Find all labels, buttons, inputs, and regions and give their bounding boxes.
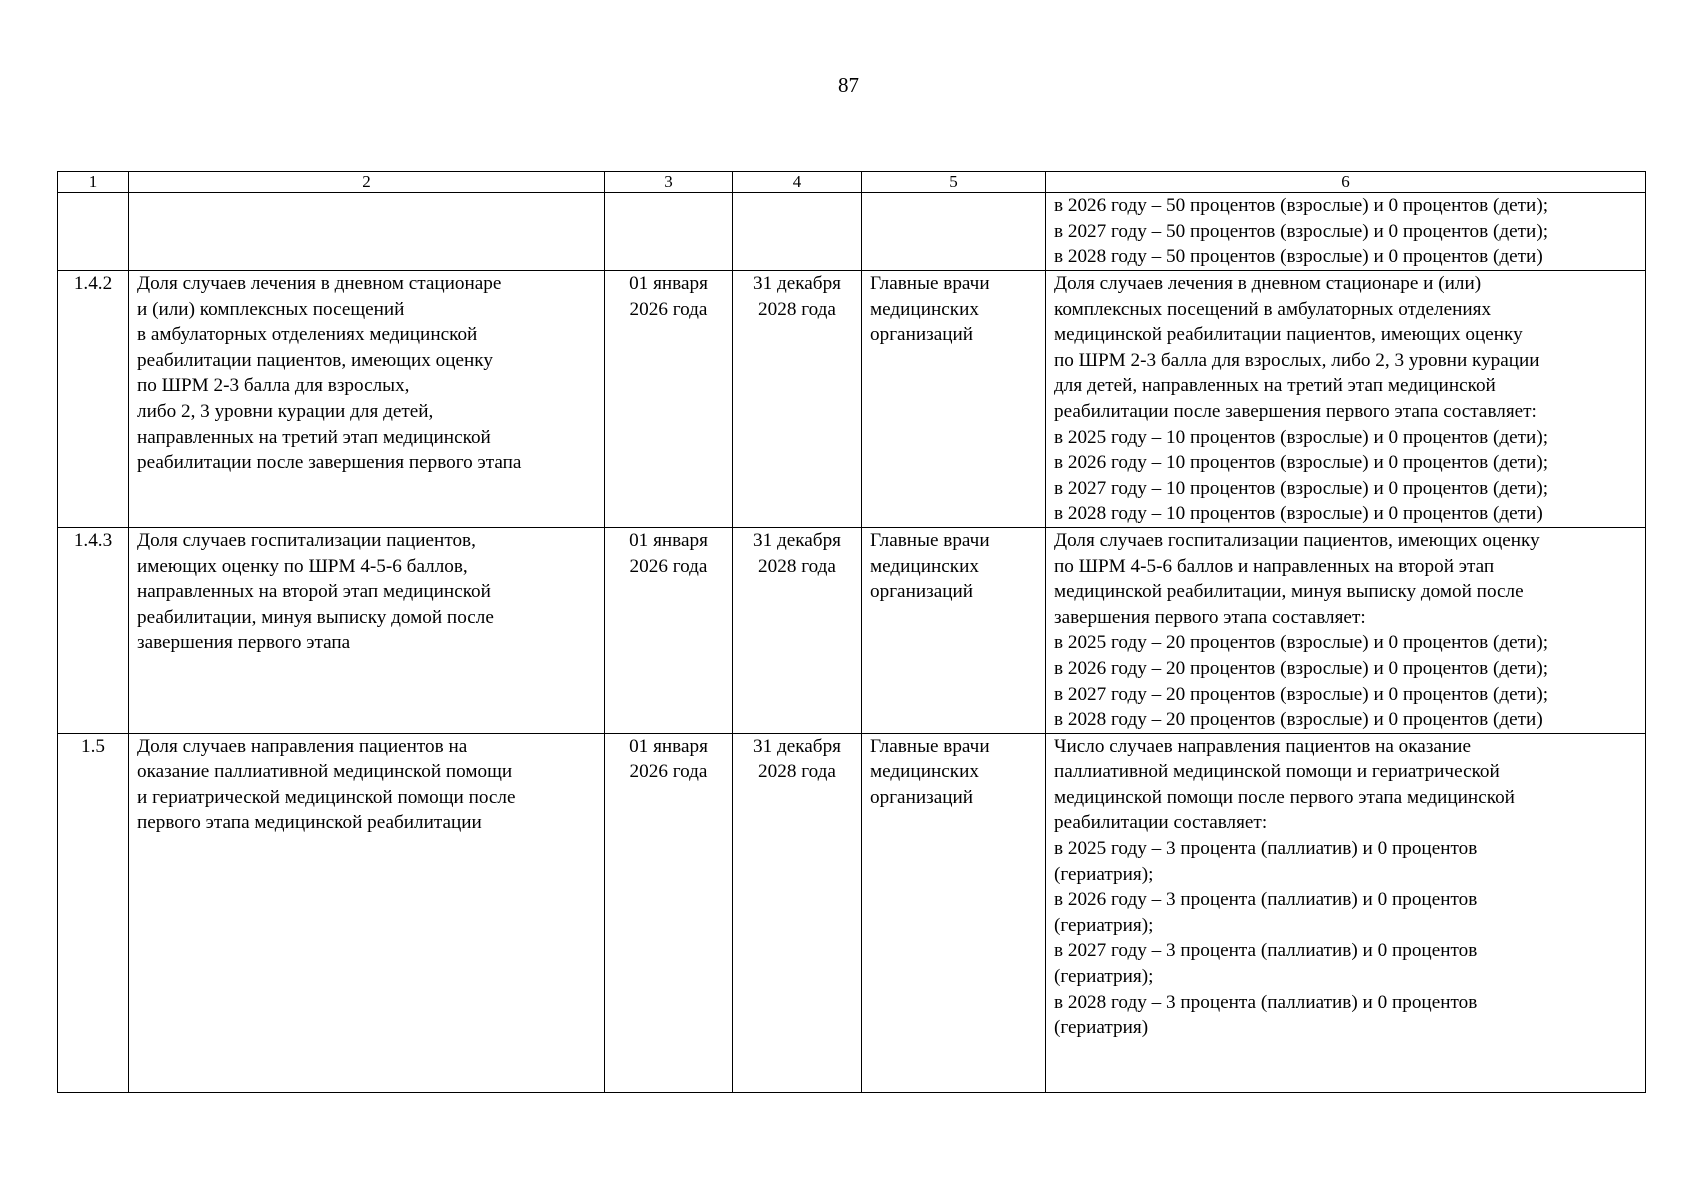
start-date-line: 01 января xyxy=(629,735,708,757)
column-header: 2 xyxy=(129,172,605,193)
end-date-line: 31 декабря xyxy=(753,735,841,757)
result-line: по ШРМ 2-3 балла для взрослых, либо 2, 3 уровни курации xyxy=(1054,349,1540,371)
description-line: имеющих оценку по ШРМ 4-5-6 баллов, xyxy=(137,555,468,577)
result-line: в 2028 году – 50 процентов (взрослые) и 0 процентов (дети) xyxy=(1054,246,1543,268)
description-line: направленных на второй этап медицинской xyxy=(137,581,491,603)
result-line: в 2026 году – 20 процентов (взрослые) и 0 процентов (дети); xyxy=(1054,657,1549,679)
start-date-line: 01 января xyxy=(629,273,708,294)
end-date-line: 2028 года xyxy=(758,761,836,783)
result-line: в 2026 году – 10 процентов (взрослые) и 0 процентов (дети); xyxy=(1054,452,1549,474)
responsible-line: медицинских xyxy=(870,761,979,783)
result-line: реабилитации составляет: xyxy=(1054,812,1268,834)
description-line: реабилитации после завершения первого этапа xyxy=(137,452,522,474)
result-line: в 2028 году – 10 процентов (взрослые) и 0 процентов (дети) xyxy=(1054,503,1543,525)
row-number: 1.4.3 xyxy=(58,527,129,733)
result-line: медицинской реабилитации пациентов, имеющих оценку xyxy=(1054,324,1523,346)
result-line: (гериатрия); xyxy=(1054,914,1154,936)
description-line: либо 2, 3 уровни курации для детей, xyxy=(137,400,434,422)
result-line: комплексных посещений в амбулаторных отделениях xyxy=(1054,298,1492,320)
description-line: реабилитации, минуя выписку домой после xyxy=(137,606,494,628)
result-line: в 2025 году – 20 процентов (взрослые) и 0 процентов (дети); xyxy=(1054,632,1549,654)
result-line: Число случаев направления пациентов на оказание xyxy=(1054,735,1471,757)
result-line: в 2026 году – 50 процентов (взрослые) и 0 процентов (дети); xyxy=(1054,195,1549,216)
end-date-line: 2028 года xyxy=(758,555,836,577)
responsible-line: организаций xyxy=(870,581,974,603)
end-date-cell xyxy=(733,733,862,1092)
table-row xyxy=(58,733,1646,1092)
result-line: в 2028 году – 3 процента (паллиатив) и 0 процентов xyxy=(1054,991,1478,1013)
result-line: в 2026 году – 3 процента (паллиатив) и 0 процентов xyxy=(1054,889,1478,911)
result-line: Доля случаев лечения в дневном стационаре и (или) xyxy=(1054,273,1482,294)
responsible-line: организаций xyxy=(870,324,974,346)
end-date-cell xyxy=(733,271,862,528)
table-cell-empty xyxy=(58,193,129,271)
end-date-line: 2028 года xyxy=(758,298,836,320)
description-line: и гериатрической медицинской помощи после xyxy=(137,786,516,808)
start-date-line: 2026 года xyxy=(629,298,708,320)
row-number: 1.5 xyxy=(58,733,129,1092)
result-line: (гериатрия); xyxy=(1054,863,1154,885)
table-header-row xyxy=(58,172,1646,193)
responsible-line: Главные врачи xyxy=(870,529,990,551)
responsible-line: Главные врачи xyxy=(870,735,990,757)
result-line: в 2028 году – 20 процентов (взрослые) и 0 процентов (дети) xyxy=(1054,709,1543,731)
result-line: в 2025 году – 3 процента (паллиатив) и 0 процентов xyxy=(1054,838,1478,860)
column-header: 5 xyxy=(862,172,1046,193)
result-cell xyxy=(1046,193,1646,271)
page-number: 87 xyxy=(838,73,859,97)
description-line: реабилитации пациентов, имеющих оценку xyxy=(137,349,493,371)
result-line: (гериатрия); xyxy=(1054,966,1154,988)
description-cell xyxy=(129,271,605,528)
responsible-cell xyxy=(862,527,1046,733)
result-line: для детей, направленных на третий этап медицинской xyxy=(1054,375,1496,397)
description-line: направленных на третий этап медицинской xyxy=(137,426,491,448)
result-line: медицинской помощи после первого этапа медицинской xyxy=(1054,786,1515,808)
start-date-cell xyxy=(605,271,733,528)
description-line: и (или) комплексных посещений xyxy=(137,298,405,320)
column-header: 6 xyxy=(1046,172,1646,193)
description-line: Доля случаев направления пациентов на xyxy=(137,735,468,757)
description-line: Доля случаев лечения в дневном стационаре xyxy=(137,273,502,294)
result-line: в 2027 году – 50 процентов (взрослые) и 0 процентов (дети); xyxy=(1054,220,1549,242)
result-cell xyxy=(1046,733,1646,1092)
table-cell-empty xyxy=(129,193,605,271)
result-line: завершения первого этапа составляет: xyxy=(1054,606,1366,628)
table-row-continuation xyxy=(58,193,1646,271)
responsible-cell xyxy=(862,733,1046,1092)
start-date-line: 01 января xyxy=(629,529,708,551)
table-cell-empty xyxy=(862,193,1046,271)
end-date-line: 31 декабря xyxy=(753,273,841,294)
row-number: 1.4.2 xyxy=(58,271,129,528)
table-cell-empty xyxy=(605,193,733,271)
table-row xyxy=(58,271,1646,528)
description-line: по ШРМ 2-3 балла для взрослых, xyxy=(137,375,410,397)
description-line: завершения первого этапа xyxy=(137,632,351,654)
result-line: в 2027 году – 3 процента (паллиатив) и 0 процентов xyxy=(1054,940,1478,962)
responsible-cell xyxy=(862,271,1046,528)
responsible-line: медицинских xyxy=(870,298,979,320)
description-line: в амбулаторных отделениях медицинской xyxy=(137,324,478,346)
description-line: первого этапа медицинской реабилитации xyxy=(137,812,482,834)
description-line: Доля случаев госпитализации пациентов, xyxy=(137,529,476,551)
result-line: реабилитации после завершения первого этапа составляет: xyxy=(1054,400,1537,422)
responsible-line: Главные врачи xyxy=(870,273,990,294)
start-date-line: 2026 года xyxy=(629,761,708,783)
result-cell xyxy=(1046,271,1646,528)
result-line: в 2027 году – 20 процентов (взрослые) и 0 процентов (дети); xyxy=(1054,683,1549,705)
start-date-line: 2026 года xyxy=(629,555,708,577)
result-cell xyxy=(1046,527,1646,733)
column-header: 1 xyxy=(58,172,129,193)
result-line: в 2027 году – 10 процентов (взрослые) и 0 процентов (дети); xyxy=(1054,477,1549,499)
end-date-line: 31 декабря xyxy=(753,529,841,551)
result-line: по ШРМ 4-5-6 баллов и направленных на второй этап xyxy=(1054,555,1495,577)
description-cell xyxy=(129,527,605,733)
end-date-cell xyxy=(733,527,862,733)
start-date-cell xyxy=(605,527,733,733)
start-date-cell xyxy=(605,733,733,1092)
description-cell xyxy=(129,733,605,1092)
table-cell-empty xyxy=(733,193,862,271)
column-header: 3 xyxy=(605,172,733,193)
responsible-line: медицинских xyxy=(870,555,979,577)
result-line: медицинской реабилитации, минуя выписку домой после xyxy=(1054,581,1524,603)
result-line: Доля случаев госпитализации пациентов, имеющих оценку xyxy=(1054,529,1540,551)
responsible-line: организаций xyxy=(870,786,974,808)
result-line: в 2025 году – 10 процентов (взрослые) и 0 процентов (дети); xyxy=(1054,426,1549,448)
result-line: паллиативной медицинской помощи и гериатрической xyxy=(1054,761,1500,783)
description-line: оказание паллиативной медицинской помощи xyxy=(137,761,513,783)
column-header: 4 xyxy=(733,172,862,193)
table-row xyxy=(58,527,1646,733)
result-line: (гериатрия) xyxy=(1054,1017,1149,1039)
measures-table xyxy=(57,171,1646,1093)
